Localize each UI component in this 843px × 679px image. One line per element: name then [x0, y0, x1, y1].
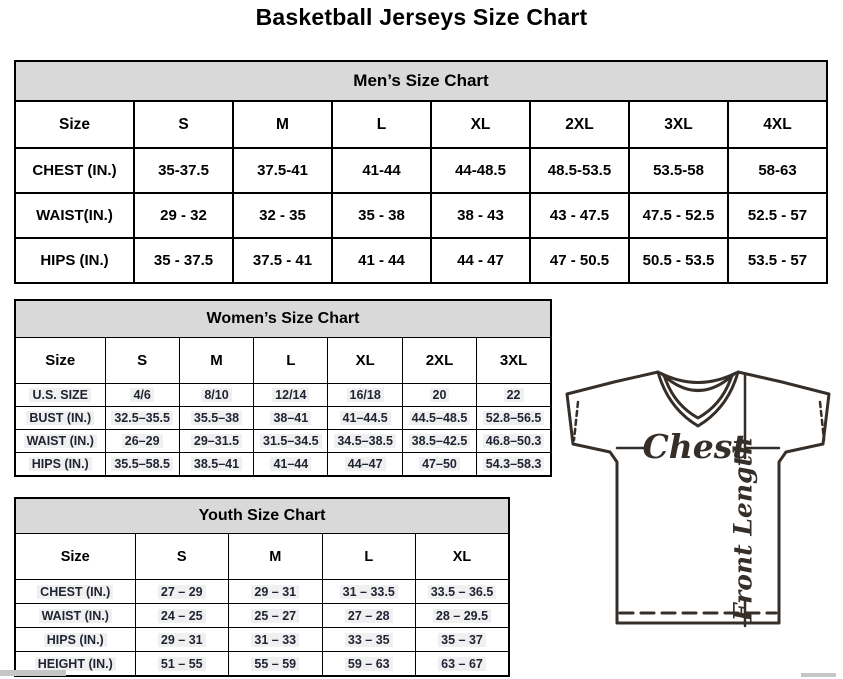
mens-table-row [15, 238, 827, 283]
size-value-cell: 20 [402, 384, 476, 407]
size-value-cell: 29–31.5 [179, 430, 253, 453]
size-value-cell: 44.5–48.5 [402, 407, 476, 430]
size-value-cell: 44 - 47 [431, 238, 530, 283]
size-value-cell: 32.5–35.5 [105, 407, 179, 430]
front-length-label: Front Length [728, 436, 758, 622]
row-label: HIPS (IN.) [15, 238, 134, 283]
size-value-cell: 24 – 25 [135, 604, 229, 628]
size-value-cell: 28 – 29.5 [416, 604, 510, 628]
mens-size-table [14, 60, 828, 284]
womens-table-row [15, 453, 551, 477]
size-value-cell: 38 - 43 [431, 193, 530, 238]
size-value-cell: 44-48.5 [431, 148, 530, 193]
womens-column-header-3xl: 3XL [477, 338, 551, 384]
jersey-outline [567, 372, 829, 623]
youth-chart-title: Youth Size Chart [15, 498, 509, 534]
size-value-cell: 38.5–42.5 [402, 430, 476, 453]
youth-column-header-size: Size [15, 534, 135, 580]
mens-column-header-l: L [332, 101, 431, 148]
row-label: WAIST (IN.) [15, 604, 135, 628]
size-value-cell: 35 – 37 [416, 628, 510, 652]
womens-table-row [15, 407, 551, 430]
row-label: WAIST(IN.) [15, 193, 134, 238]
row-label: BUST (IN.) [15, 407, 105, 430]
size-value-cell: 8/10 [179, 384, 253, 407]
size-value-cell: 47–50 [402, 453, 476, 477]
mens-column-header-3xl: 3XL [629, 101, 728, 148]
size-value-cell: 41–44.5 [328, 407, 402, 430]
mens-column-header-4xl: 4XL [728, 101, 827, 148]
size-value-cell: 29 – 31 [135, 628, 229, 652]
size-value-cell: 47 - 50.5 [530, 238, 629, 283]
size-value-cell: 27 – 29 [135, 580, 229, 604]
size-value-cell: 37.5-41 [233, 148, 332, 193]
womens-size-table [14, 299, 552, 477]
row-label: HIPS (IN.) [15, 453, 105, 477]
size-value-cell: 26–29 [105, 430, 179, 453]
womens-table-row [15, 430, 551, 453]
youth-size-table [14, 497, 510, 677]
womens-column-header-l: L [254, 338, 328, 384]
row-label: HEIGHT (IN.) [15, 652, 135, 677]
size-value-cell: 48.5-53.5 [530, 148, 629, 193]
mens-table-row [15, 193, 827, 238]
mens-column-header-2xl: 2XL [530, 101, 629, 148]
size-value-cell: 38.5–41 [179, 453, 253, 477]
mens-column-header-s: S [134, 101, 233, 148]
size-value-cell: 35 - 37.5 [134, 238, 233, 283]
size-value-cell: 35-37.5 [134, 148, 233, 193]
row-label: CHEST (IN.) [15, 580, 135, 604]
mens-column-header-xl: XL [431, 101, 530, 148]
youth-size-chart-section [14, 497, 510, 677]
chest-label: Chest [642, 427, 748, 466]
size-value-cell: 51 – 55 [135, 652, 229, 677]
left-cuff-dashed-seam [574, 402, 578, 440]
youth-table-row [15, 628, 509, 652]
size-value-cell: 50.5 - 53.5 [629, 238, 728, 283]
size-value-cell: 35 - 38 [332, 193, 431, 238]
womens-column-header-s: S [105, 338, 179, 384]
womens-column-header-2xl: 2XL [402, 338, 476, 384]
mens-size-chart-section [14, 60, 828, 284]
size-value-cell: 53.5 - 57 [728, 238, 827, 283]
size-value-cell: 31 – 33.5 [322, 580, 416, 604]
size-value-cell: 58-63 [728, 148, 827, 193]
womens-column-header-xl: XL [328, 338, 402, 384]
size-value-cell: 35.5–58.5 [105, 453, 179, 477]
youth-table-row [15, 604, 509, 628]
youth-table-row [15, 652, 509, 677]
mens-column-header-m: M [233, 101, 332, 148]
womens-column-header-m: M [179, 338, 253, 384]
size-value-cell: 52.5 - 57 [728, 193, 827, 238]
size-value-cell: 16/18 [328, 384, 402, 407]
mens-chart-title: Men’s Size Chart [15, 61, 827, 101]
youth-column-header-s: S [135, 534, 229, 580]
size-value-cell: 4/6 [105, 384, 179, 407]
mens-table-row [15, 148, 827, 193]
womens-column-header-size: Size [15, 338, 105, 384]
size-value-cell: 27 – 28 [322, 604, 416, 628]
size-value-cell: 46.8–50.3 [477, 430, 551, 453]
page-title: Basketball Jerseys Size Chart [255, 4, 588, 30]
size-value-cell: 41 - 44 [332, 238, 431, 283]
size-value-cell: 32 - 35 [233, 193, 332, 238]
right-cuff-dashed-seam [820, 402, 824, 440]
size-value-cell: 53.5-58 [629, 148, 728, 193]
row-label: WAIST (IN.) [15, 430, 105, 453]
size-value-cell: 54.3–58.3 [477, 453, 551, 477]
horizontal-scrollbar-thumb-left[interactable] [0, 670, 66, 676]
womens-table-row [15, 384, 551, 407]
womens-chart-title: Women’s Size Chart [15, 300, 551, 338]
youth-table-row [15, 580, 509, 604]
row-label: CHEST (IN.) [15, 148, 134, 193]
size-value-cell: 41–44 [254, 453, 328, 477]
horizontal-scrollbar-thumb-right[interactable] [801, 673, 836, 677]
size-value-cell: 59 – 63 [322, 652, 416, 677]
womens-size-chart-section [14, 299, 552, 477]
size-value-cell: 41-44 [332, 148, 431, 193]
size-value-cell: 33.5 – 36.5 [416, 580, 510, 604]
size-value-cell: 55 – 59 [229, 652, 323, 677]
mens-column-header-size: Size [15, 101, 134, 148]
size-value-cell: 29 - 32 [134, 193, 233, 238]
size-value-cell: 33 – 35 [322, 628, 416, 652]
size-value-cell: 29 – 31 [229, 580, 323, 604]
size-value-cell: 38–41 [254, 407, 328, 430]
size-value-cell: 25 – 27 [229, 604, 323, 628]
size-value-cell: 34.5–38.5 [328, 430, 402, 453]
youth-column-header-l: L [322, 534, 416, 580]
size-value-cell: 63 – 67 [416, 652, 510, 677]
size-value-cell: 31 – 33 [229, 628, 323, 652]
size-value-cell: 52.8–56.5 [477, 407, 551, 430]
jersey-measurement-diagram [558, 362, 840, 632]
size-value-cell: 47.5 - 52.5 [629, 193, 728, 238]
size-value-cell: 12/14 [254, 384, 328, 407]
size-value-cell: 37.5 - 41 [233, 238, 332, 283]
youth-column-header-xl: XL [416, 534, 510, 580]
size-value-cell: 31.5–34.5 [254, 430, 328, 453]
youth-column-header-m: M [229, 534, 323, 580]
row-label: HIPS (IN.) [15, 628, 135, 652]
size-value-cell: 22 [477, 384, 551, 407]
row-label: U.S. SIZE [15, 384, 105, 407]
size-value-cell: 35.5–38 [179, 407, 253, 430]
size-value-cell: 44–47 [328, 453, 402, 477]
size-value-cell: 43 - 47.5 [530, 193, 629, 238]
